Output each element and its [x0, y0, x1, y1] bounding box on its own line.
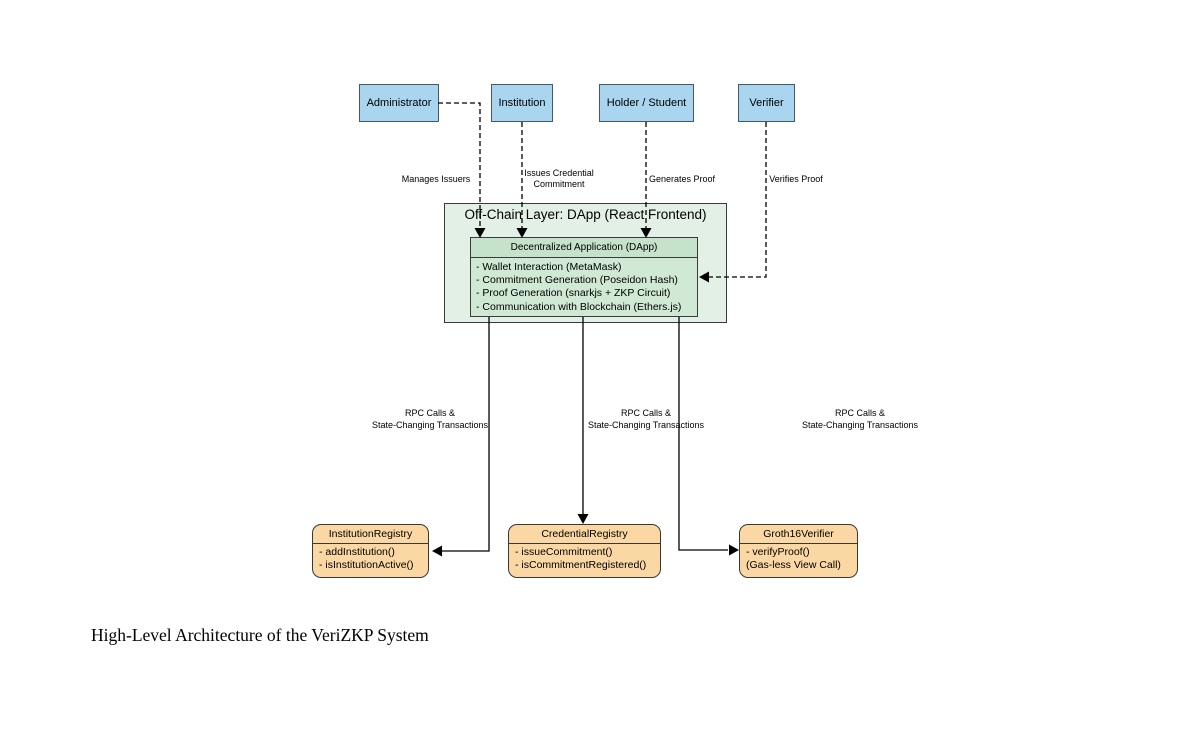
- actor-label-administrator: Administrator: [366, 97, 432, 109]
- contract-method-list: [740, 544, 857, 572]
- contract-box-institution-registry: [312, 524, 429, 578]
- edge-label-text: RPC Calls &: [620, 408, 672, 418]
- contract-method: - isCommitmentRegistered(): [515, 558, 647, 571]
- dapp-box: [470, 237, 698, 317]
- actor-box-institution: [491, 84, 553, 122]
- edge-label-text: Commitment: [533, 179, 585, 189]
- dapp-feature-list: [471, 258, 697, 314]
- edge-label-text: State-Changing Transactions: [371, 420, 489, 430]
- offchain-layer-title: Off-Chain Layer: DApp (React Frontend): [464, 207, 707, 222]
- contract-method-list: [509, 544, 660, 572]
- contract-method: - issueCommitment(): [515, 546, 613, 558]
- contract-title: CredentialRegistry: [509, 525, 660, 544]
- contract-box-credential-registry: [508, 524, 661, 578]
- contract-method: - isInstitutionActive(): [319, 558, 414, 571]
- edge-label-rpc-calls-left: [372, 407, 488, 431]
- dapp-feature-item: - Proof Generation (snarkjs + ZKP Circuit): [476, 287, 671, 300]
- edge-label-text: Verifies Proof: [769, 174, 823, 184]
- edge-label-rpc-calls-right: [802, 407, 918, 431]
- arrowhead-right-icon: [729, 545, 739, 556]
- edge-label-text: RPC Calls &: [834, 408, 886, 418]
- dapp-feature-item: - Communication with Blockchain (Ethers.js): [476, 300, 682, 313]
- arrowhead-down-icon: [578, 514, 589, 524]
- contract-method-list: [313, 544, 428, 572]
- actor-label-verifier: Verifier: [749, 97, 784, 109]
- edge-label-text: Manages Issuers: [401, 174, 471, 184]
- actor-box-verifier: [738, 84, 795, 122]
- actor-box-administrator: [359, 84, 439, 122]
- dapp-header: Decentralized Application (DApp): [471, 238, 697, 258]
- figure-caption: High-Level Architecture of the VeriZKP System: [91, 625, 429, 645]
- dapp-feature-item: - Commitment Generation (Poseidon Hash): [476, 274, 678, 287]
- edge-label-text: Issues Credential: [524, 168, 594, 178]
- contract-title: Groth16Verifier: [740, 525, 857, 544]
- contract-box-groth16-verifier: [739, 524, 858, 578]
- edge-dapp-to-institution-registry: [442, 317, 489, 551]
- edge-label-text: State-Changing Transactions: [587, 420, 705, 430]
- edge-label-rpc-calls-middle: [588, 407, 704, 431]
- edge-label-generates-proof: [649, 174, 715, 185]
- edge-label-text: State-Changing Transactions: [801, 420, 919, 430]
- edge-label-text: RPC Calls &: [404, 408, 456, 418]
- arrowhead-left-icon: [432, 546, 442, 557]
- edge-label-text: Generates Proof: [648, 174, 716, 184]
- edge-dapp-to-groth16-verifier: [679, 317, 728, 550]
- contract-method: - verifyProof(): [746, 546, 810, 558]
- contract-title: InstitutionRegistry: [313, 525, 428, 544]
- actor-box-holder-student: [599, 84, 694, 122]
- edge-label-manages-issuers: [402, 174, 471, 185]
- edge-label-verifies-proof: [769, 174, 823, 185]
- contract-method: - addInstitution(): [319, 546, 395, 558]
- dapp-feature-item: - Wallet Interaction (MetaMask): [476, 261, 622, 273]
- contract-method: (Gas-less View Call): [746, 558, 841, 571]
- actor-label-institution: Institution: [498, 97, 546, 109]
- actor-label-holder-student: Holder / Student: [606, 97, 687, 109]
- edge-label-issues-credential-commitment: [524, 168, 594, 190]
